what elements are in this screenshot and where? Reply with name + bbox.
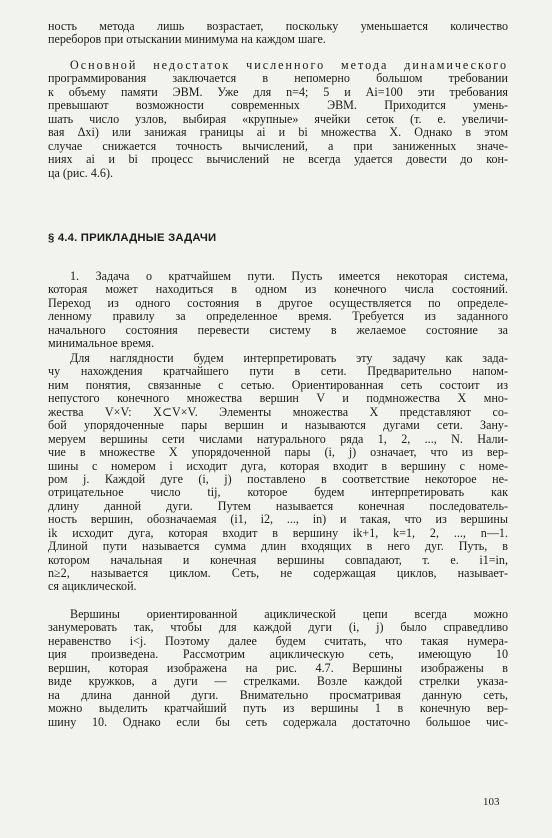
text-line: ца (рис. 4.6). xyxy=(48,166,113,180)
text-line: к объему памяти ЭВМ. Уже для n=4; 5 и Ai=100 эти требования xyxy=(48,85,508,99)
paragraph-memory-limits xyxy=(48,59,508,180)
text-line: котором начальная и конечная вершины совпадают, т. е. i1=in, xyxy=(48,553,508,567)
text-line: ленному правилу за определенное время. Требуется из заданного xyxy=(48,310,508,324)
text-line: вершин, которая изображена на рис. 4.7. Вершины изображены в xyxy=(48,661,508,675)
text-line: можно выделить кратчайший путь из вершины 1 в конечную вер- xyxy=(48,702,508,716)
text-line: ik исходит дуга, которая входит в вершину ik+1, k=1, 2, ..., n—1. xyxy=(48,526,508,540)
text-line: вая Δxi) или занижая границы ai и bi множества X. Однако в этом xyxy=(48,126,508,140)
paragraph-continuation xyxy=(48,20,508,47)
text-line: ним понятия, связанные с сетью. Ориентированная сеть состоит из xyxy=(48,378,508,392)
paragraph-acyclic-network xyxy=(48,608,508,729)
page-number: 103 xyxy=(483,796,500,808)
text-line: превышают возможности современных ЭВМ. Приходится умень- xyxy=(48,99,508,113)
text-line: Вершины ориентированной ациклической цепи всегда можно xyxy=(70,608,508,621)
text-line: Для наглядности будем интерпретировать эту задачу как зада- xyxy=(70,352,508,365)
text-line: Переход из одного состояния в другое осуществляется по определе- xyxy=(48,296,508,310)
text-line: начального состояния перевести систему в желаемое состояние за xyxy=(48,323,508,337)
text-line: бой упорядоченные пары вершин и называются дугами сети. Зану- xyxy=(48,419,508,433)
text-line: программирования заключается в непомерно большом требовании xyxy=(48,72,508,86)
text-line: Длиной пути называется сумма длин входящих в него дуг. Путь, в xyxy=(48,540,508,554)
text-line: минимальное время. xyxy=(48,337,155,351)
text-line: шать число узлов, выбирая «крупные» ячейки сеток (т. е. увеличи- xyxy=(48,112,508,126)
text-line: жества V×V: X⊂V×V. Элементы множества X представляют со- xyxy=(48,405,508,419)
text-line: чу нахождения кратчайшего пути в сети. Предварительно напом- xyxy=(48,365,508,379)
text-line: ниях ai и bi процесс вычислений не всегда удается довести до кон- xyxy=(48,153,508,167)
text-line: ность вершин, обозначаемая (i1, i2, ..., in) и такая, что из вершины xyxy=(48,513,508,527)
paragraph-network-definitions xyxy=(48,352,508,594)
text-line: шины с номером i исходит дуга, которая входит в вершину с номе- xyxy=(48,459,508,473)
text-line: непустого конечного множества вершин V и подмножества X мно- xyxy=(48,392,508,406)
text-line: ром j. Каждой дуге (i, j) поставлено в соответствие некоторое не- xyxy=(48,472,508,486)
text-line: ность метода лишь возрастает, поскольку уменьшается количество xyxy=(48,20,508,33)
text-line: случае снижается точность вычислений, а при заниженных значе- xyxy=(48,139,508,153)
text-line: на длина данной дуги. Внимательно просматривая данную сеть, xyxy=(48,688,508,702)
text-line: которая может находиться в одном из конечного числа состояний. xyxy=(48,283,508,297)
text-line: виде кружков, а дуги — стрелками. Возле каждой стрелки указа- xyxy=(48,675,508,689)
text-line: переборов при отыскании минимума на каждом шаге. xyxy=(48,33,326,47)
text-line: отрицательное число tij, которое будем интерпретировать как xyxy=(48,486,508,500)
text-line: занумеровать так, чтобы для каждой дуги (i, j) было справедливо xyxy=(48,621,508,635)
text-line: n≥2, называется циклом. Сеть, не содержащая циклов, называет- xyxy=(48,567,508,580)
text-line: ся ациклической. xyxy=(48,580,137,594)
text-line: Основной недостаток численного метода динамического xyxy=(70,59,508,72)
text-line: длину данной дуги. Путем называется конечная последователь- xyxy=(48,499,508,513)
section-title: § 4.4. ПРИКЛАДНЫЕ ЗАДАЧИ xyxy=(48,232,217,244)
text-line: чие в множестве X упорядоченной пары (i, j) означает, что из вер- xyxy=(48,446,508,460)
text-line: меруем вершины сети числами натурального ряда 1, 2, ..., N. Нали- xyxy=(48,432,508,446)
paragraph-shortest-path xyxy=(48,270,508,351)
text-line: 1. Задача о кратчайшем пути. Пусть имеется некоторая система, xyxy=(70,270,508,283)
text-line: неравенство i<j. Поэтому далее будем считать, что такая нумера- xyxy=(48,634,508,648)
text-line: ция произведена. Рассмотрим ациклическую сеть, имеющую 10 xyxy=(48,648,508,662)
text-line: шину 10. Однако если бы сеть содержала достаточно большое чис- xyxy=(48,715,508,729)
